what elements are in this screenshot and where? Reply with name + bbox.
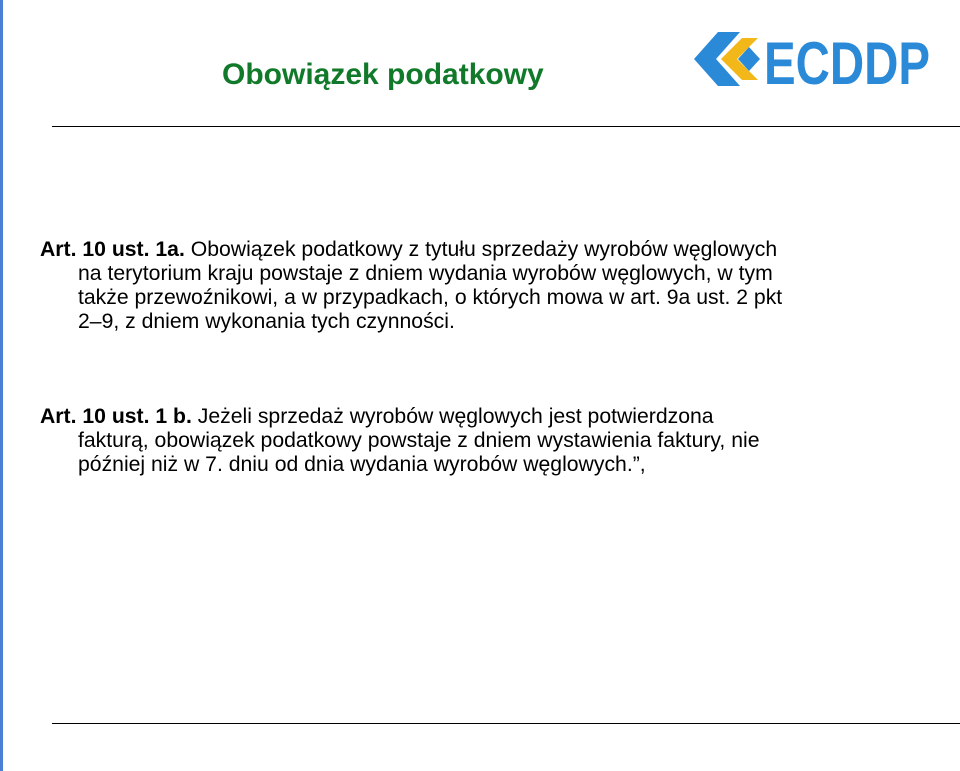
article-reference: Art. 10 ust. 1 b. bbox=[40, 405, 192, 428]
logo-wordmark: ECDDP bbox=[764, 30, 930, 97]
article-paragraph bbox=[40, 405, 940, 477]
footer-divider bbox=[52, 723, 960, 724]
paragraph-line: 2–9, z dniem wykonania tych czynności. bbox=[78, 310, 455, 333]
paragraph-line: Obowiązek podatkowy z tytułu sprzedaży wyrobów węglowych bbox=[184, 238, 778, 261]
article-reference: Art. 10 ust. 1a. bbox=[40, 238, 185, 261]
logo-chevron-icon bbox=[694, 32, 760, 86]
paragraph-line: także przewoźnikowi, a w przypadkach, o których mowa w art. 9a ust. 2 pkt bbox=[78, 286, 783, 309]
slide-left-edge bbox=[0, 0, 3, 771]
paragraph-line: Jeżeli sprzedaż wyrobów węglowych jest potwierdzona bbox=[191, 405, 714, 428]
article-paragraph bbox=[40, 238, 940, 334]
slide-title: Obowiązek podatkowy bbox=[222, 58, 544, 91]
paragraph-line: fakturą, obowiązek podatkowy powstaje z dniem wystawienia faktury, nie bbox=[78, 429, 760, 452]
paragraph-line: na terytorium kraju powstaje z dniem wydania wyrobów węglowych, w tym bbox=[78, 262, 773, 285]
paragraph-line: później niż w 7. dniu od dnia wydania wyrobów węglowych.”, bbox=[78, 453, 646, 476]
header-divider bbox=[52, 126, 960, 127]
ecddp-logo bbox=[694, 26, 934, 97]
